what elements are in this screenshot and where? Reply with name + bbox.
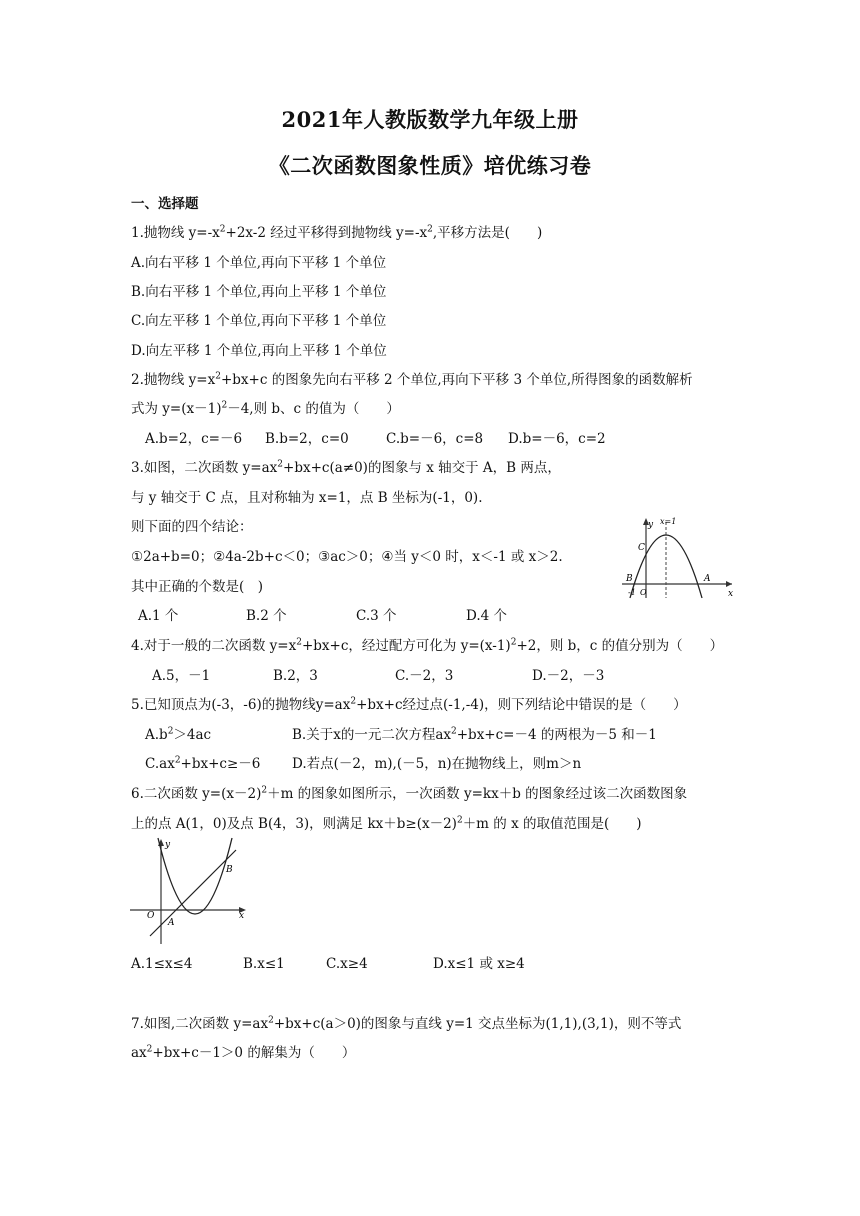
q6-origin: O: [147, 911, 155, 921]
question-3-option-d: D.4 个: [466, 608, 508, 624]
q3-point-b: B: [626, 574, 633, 584]
q3-symmetry-label: x=1: [660, 517, 677, 526]
question-3-option-a: A.1 个: [138, 608, 179, 624]
question-5-option-a: $A.b^2>4ac$: [145, 726, 212, 743]
question-4-option-c: C.－2，3: [395, 668, 454, 684]
question-1-option-a: A.向右平移 1 个单位,再向下平移 1 个单位: [131, 255, 387, 271]
question-2-option-c: C.b=－6，c=8: [386, 431, 484, 447]
document-subtitle: 《二次函数图象性质》培优练习卷: [268, 153, 592, 178]
q6-line: [150, 850, 236, 936]
question-1-option-d: D.向左平移 1 个单位,再向上平移 1 个单位: [131, 343, 387, 359]
question-5-option-c: $C.ax^2+bx+c\ge-6$: [145, 755, 261, 772]
question-3-prompt: 其中正确的个数是( ): [131, 579, 264, 595]
question-5-option-d: D.若点(－2，m),(－5，n)在抛物线上，则m＞n: [292, 756, 582, 772]
question-3-graph-figure: [618, 514, 738, 600]
question-2-option-a: A.b=2，c=－6: [145, 431, 243, 447]
q3-origin: O: [640, 588, 647, 597]
question-2-option-b: B.b=2，c=0: [265, 431, 349, 447]
question-2-option-d: D.b=－6，c=2: [508, 431, 606, 447]
question-5-stem: 5.已知顶点为(-3，-6)的抛物线$y=ax^2+bx+c$经过点(-1,-4)，则下列结论中错误的是（ ）: [131, 696, 687, 713]
question-6-option-d: D.x≤1 或 x≥4: [433, 956, 525, 972]
question-6-graph-figure: [128, 836, 254, 946]
q3-y-label: y: [648, 520, 654, 530]
question-5-option-b: B.关于x的一元二次方程$ax^2+bx+c=-4$ 的两根为－5 和－1: [292, 726, 657, 743]
question-3-option-c: C.3 个: [356, 608, 397, 624]
q6-point-b: B: [226, 865, 233, 875]
q3-tick-minus1: -1: [628, 588, 636, 597]
q6-y-label: y: [165, 840, 171, 850]
question-2-stem-cont: 式为 $y=(x-1)^2-4$,则 b、c 的值为（ ）: [131, 400, 400, 417]
question-6-stem: 6.二次函数 $y=(x-2)^2+m$ 的图象如图所示，一次函数 y=kx＋b 的图象经过该二次函数图象: [131, 785, 688, 802]
question-1-option-b: B.向右平移 1 个单位,再向上平移 1 个单位: [131, 284, 387, 300]
question-6-stem-line2: 上的点 A(1，0)及点 B(4，3)，则满足 $kx+b\ge(x-2)^2+m$ 的 x 的取值范围是( ): [131, 815, 642, 832]
question-6-option-a: A.1≤x≤4: [131, 956, 193, 972]
section-heading: 一、选择题: [131, 196, 199, 212]
question-3-conclusions: ①2a+b=0；②4a-2b+c＜0；③ac＞0；④当 y＜0 时，x＜-1 或 x＞2.: [131, 549, 563, 565]
question-6-option-c: C.x≥4: [326, 956, 368, 972]
question-1-option-c: C.向左平移 1 个单位,再向下平移 1 个单位: [131, 313, 387, 329]
question-7-stem: 7.如图,二次函数 $y=ax^2+bx+c(a>0)$的图象与直线 y=1 交点坐标为(1,1),(3,1)，则不等式: [131, 1015, 682, 1032]
question-2-stem: 2.抛物线 $y=x^2+bx+c$ 的图象先向右平移 2 个单位,再向下平移 3 个单位,所得图象的函数解析: [131, 371, 693, 388]
question-3-stem-line3: 则下面的四个结论：: [131, 519, 253, 535]
document-title: 2021年人教版数学九年级上册: [281, 107, 579, 132]
question-3-stem-line2: 与 y 轴交于 C 点，且对称轴为 x=1，点 B 坐标为(-1，0).: [131, 490, 483, 506]
question-4-stem: 4.对于一般的二次函数 $y=x^2+bx+c$，经过配方可化为 $y=(x-1)^2+2$，则 b，c 的值分别为（ ）: [131, 637, 724, 654]
question-3-stem: 3.如图，二次函数 $y=ax^2+bx+c(a\ne 0)$的图象与 x 轴交于 A，B 两点，: [131, 459, 561, 476]
question-7-stem-line2: $ax^2+bx+c-1>0$ 的解集为（ ）: [131, 1044, 356, 1061]
q6-point-a: A: [168, 918, 175, 928]
q3-x-label: x: [728, 589, 734, 599]
question-3-option-b: B.2 个: [246, 608, 287, 624]
q3-point-a: A: [704, 574, 711, 584]
q3-point-c: C: [638, 543, 645, 553]
question-4-option-a: A.5，－1: [152, 668, 211, 684]
q6-x-label: x: [239, 911, 245, 921]
question-6-option-b: B.x≤1: [243, 956, 285, 972]
q3-x-arrow: [726, 581, 732, 587]
question-1-stem: 1.抛物线 $y=-x^2+2x-2$ 经过平移得到抛物线 $y=-x^2$,平移方法是( ): [131, 224, 543, 241]
question-4-option-b: B.2，3: [273, 668, 318, 684]
question-4-option-d: D.－2，－3: [532, 668, 605, 684]
